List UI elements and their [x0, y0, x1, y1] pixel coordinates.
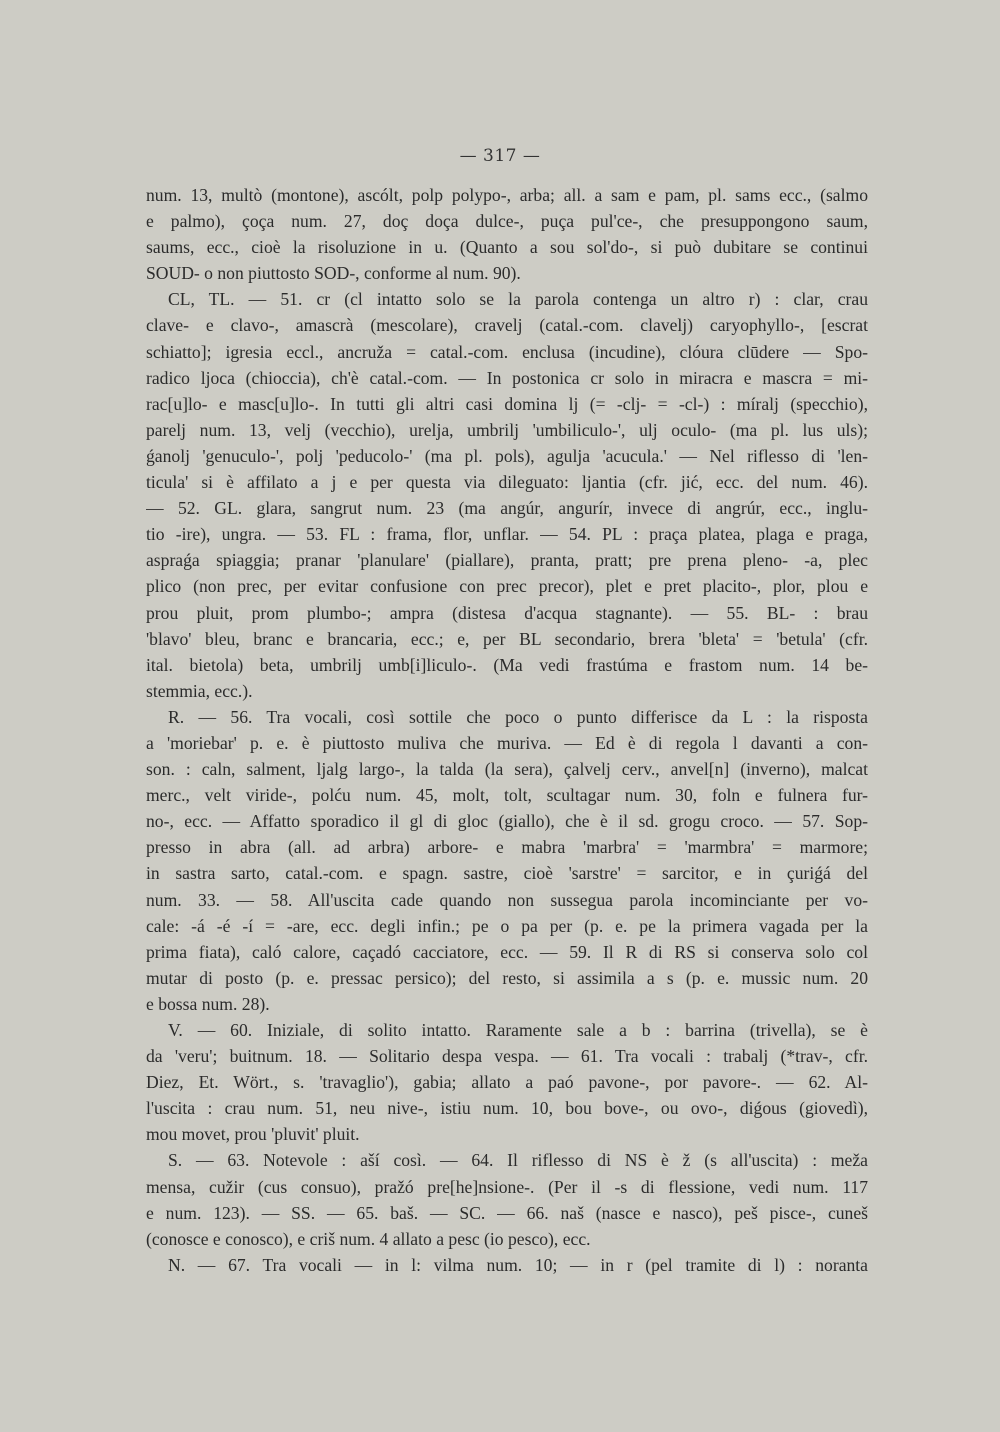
text-line: num. 33. — 58. All'uscita cade quando non sussegua parola incominciante per vo- [146, 889, 868, 910]
text-line: a 'moriebar' p. e. è piuttosto muliva che muriva. — Ed è di regola l davanti a con- [146, 732, 868, 753]
body-text [146, 182, 868, 1278]
text-line: V. — 60. Iniziale, di solito intatto. Raramente sale a b : barrina (trivella), se è [168, 1020, 868, 1040]
text-line: mensa, cužir (cus consuo), pražó pre[he]nsione-. (Per il -s di flessione, vedi num. 117 [146, 1176, 868, 1197]
text-line: clave- e clavo-, amascrà (mescolare), cravelj (catal.-com. clavelj) caryophyllo-, [escrat [146, 315, 868, 336]
text-line: Diez, Et. Wört., s. 'travaglio'), gabia; allato a paó pavone-, por pavore-. — 62. Al- [146, 1072, 868, 1093]
text-line: radico ljoca (chioccia), ch'è catal.-com. — In postonica cr solo in miracra e mascra = mi- [146, 367, 868, 388]
text-line: plico (non prec, per evitar confusione con prec precor), plet e pret placito-, plor, plou e [146, 576, 868, 597]
text-line: da 'veru'; buitnum. 18. — Solitario despa vespa. — 61. Tra vocali : trabalj (*trav-, cfr. [146, 1046, 868, 1067]
text-line: (conosce e conosco), e criš num. 4 allato a pesc (io pesco), ecc. [146, 1228, 591, 1249]
text-line: S. — 63. Notevole : aší così. — 64. Il riflesso di NS è ž (s all'uscita) : meža [168, 1150, 868, 1171]
text-line: prima fiata), caló calore, caçadó cacciatore, ecc. — 59. Il R di RS si conserva solo col [146, 941, 868, 962]
text-line: N. — 67. Tra vocali — in l: vilma num. 10; — in r (pel tramite di l) : noranta [168, 1254, 868, 1275]
text-line: R. — 56. Tra vocali, così sottile che poco o punto differisce da L : la risposta [168, 706, 868, 727]
text-line: rac[u]lo- e masc[u]lo-. In tutti gli altri casi domina lj (= -clj- = -cl-) : míralj (specchio), [146, 393, 868, 414]
text-line: l'uscita : crau num. 51, neu nive-, istiu num. 10, bou bove-, ou ovo-, diǵous (giovedì), [146, 1098, 868, 1119]
text-line: parelj num. 13, velj (vecchio), urelja, umbrilj 'umbiliculo-', ulj oculo- (ma pl. lus uls); [146, 419, 868, 440]
text-line: CL, TL. — 51. cr (cl intatto solo se la parola contenga un altro r) : clar, crau [168, 289, 868, 310]
text-line: 'blavo' bleu, branc e brancaria, ecc.; e, per BL secondario, brera 'bleta' = 'betula' (cfr. [146, 628, 868, 649]
text-line: saums, ecc., cioè la risoluzione in u. (Quanto a sou sol'do-, si può dubitare se continui [146, 237, 868, 258]
text-line: e palmo), çoça num. 27, doç doça dulce-, puça pul'ce-, che presuppongono saum, [146, 211, 868, 232]
text-line: in sastra sarto, catal.-com. e spagn. sastre, cioè 'sarstre' = sarcitor, e in çuriǵá del [146, 863, 868, 884]
text-line: schiatto]; igresia eccl., ancruža = catal.-com. enclusa (incudine), clóura clūdere — Spo- [146, 341, 868, 362]
text-line: mutar di posto (p. e. pressac persico); del resto, si assimila a s (p. e. mussic num. 20 [146, 967, 868, 988]
text-line: SOUD- o non piuttosto SOD-, conforme al num. 90). [146, 263, 521, 284]
text-line: — 52. GL. glara, sangrut num. 23 (ma angúr, angurír, invece di angrúr, ecc., inglu- [146, 498, 868, 519]
text-line: tio -ire), ungra. — 53. FL : frama, flor, unflar. — 54. PL : praça platea, plaga e praga, [146, 524, 868, 545]
text-line: ticula' si è affilato a j e per questa via dileguato: ljantia (cfr. jić, ecc. del num. 46). [146, 472, 868, 493]
text-line: num. 13, multò (montone), ascólt, polp polypo-, arba; all. a sam e pam, pl. sams ecc., (salmo [146, 185, 868, 205]
text-line: no-, ecc. — Affatto sporadico il gl di gloc (giallo), che è il sd. grogu croco. — 57. Sop- [146, 811, 868, 832]
text-line: cale: -á -é -í = -are, ecc. degli infin.; pe o pa per (p. e. pe la primera vagada per la [146, 915, 868, 936]
text-line: e num. 123). — SS. — 65. baš. — SC. — 66. naš (nasce e nasco), peš pisce-, cuneš [146, 1202, 868, 1223]
text-line: merc., velt viride-, polću num. 45, molt, tolt, scultagar num. 30, foln e fulnera fur- [146, 785, 868, 806]
text-line: son. : caln, salment, ljalg largo-, la talda (la sera), çalvelj cerv., anvel[n] (inverno), malcat [146, 759, 868, 780]
page-number: — 317 — [459, 146, 541, 166]
text-line: ǵanolj 'genuculo-', polj 'peducolo-' (ma pl. pols), agulja 'acucula.' — Nel riflesso di 'len- [146, 445, 868, 466]
text-line: e bossa num. 28). [146, 993, 270, 1014]
text-line: aspraǵa spiaggia; pranar 'planulare' (piallare), pranta, pratt; pre prena pleno- -a, plec [146, 550, 868, 571]
text-line: ital. bietola) beta, umbrilj umb[i]liculo-. (Ma vedi frastúma e frastom num. 14 be- [146, 654, 868, 675]
text-line: prou pluit, prom plumbo-; ampra (distesa d'acqua stagnante). — 55. BL- : brau [146, 602, 868, 623]
text-line: mou movet, prou 'pluvit' pluit. [146, 1124, 360, 1145]
text-line: presso in abra (all. ad arbra) arbore- e mabra 'marbra' = 'marmbra' = marmore; [146, 837, 868, 858]
text-line: stemmia, ecc.). [146, 680, 253, 701]
